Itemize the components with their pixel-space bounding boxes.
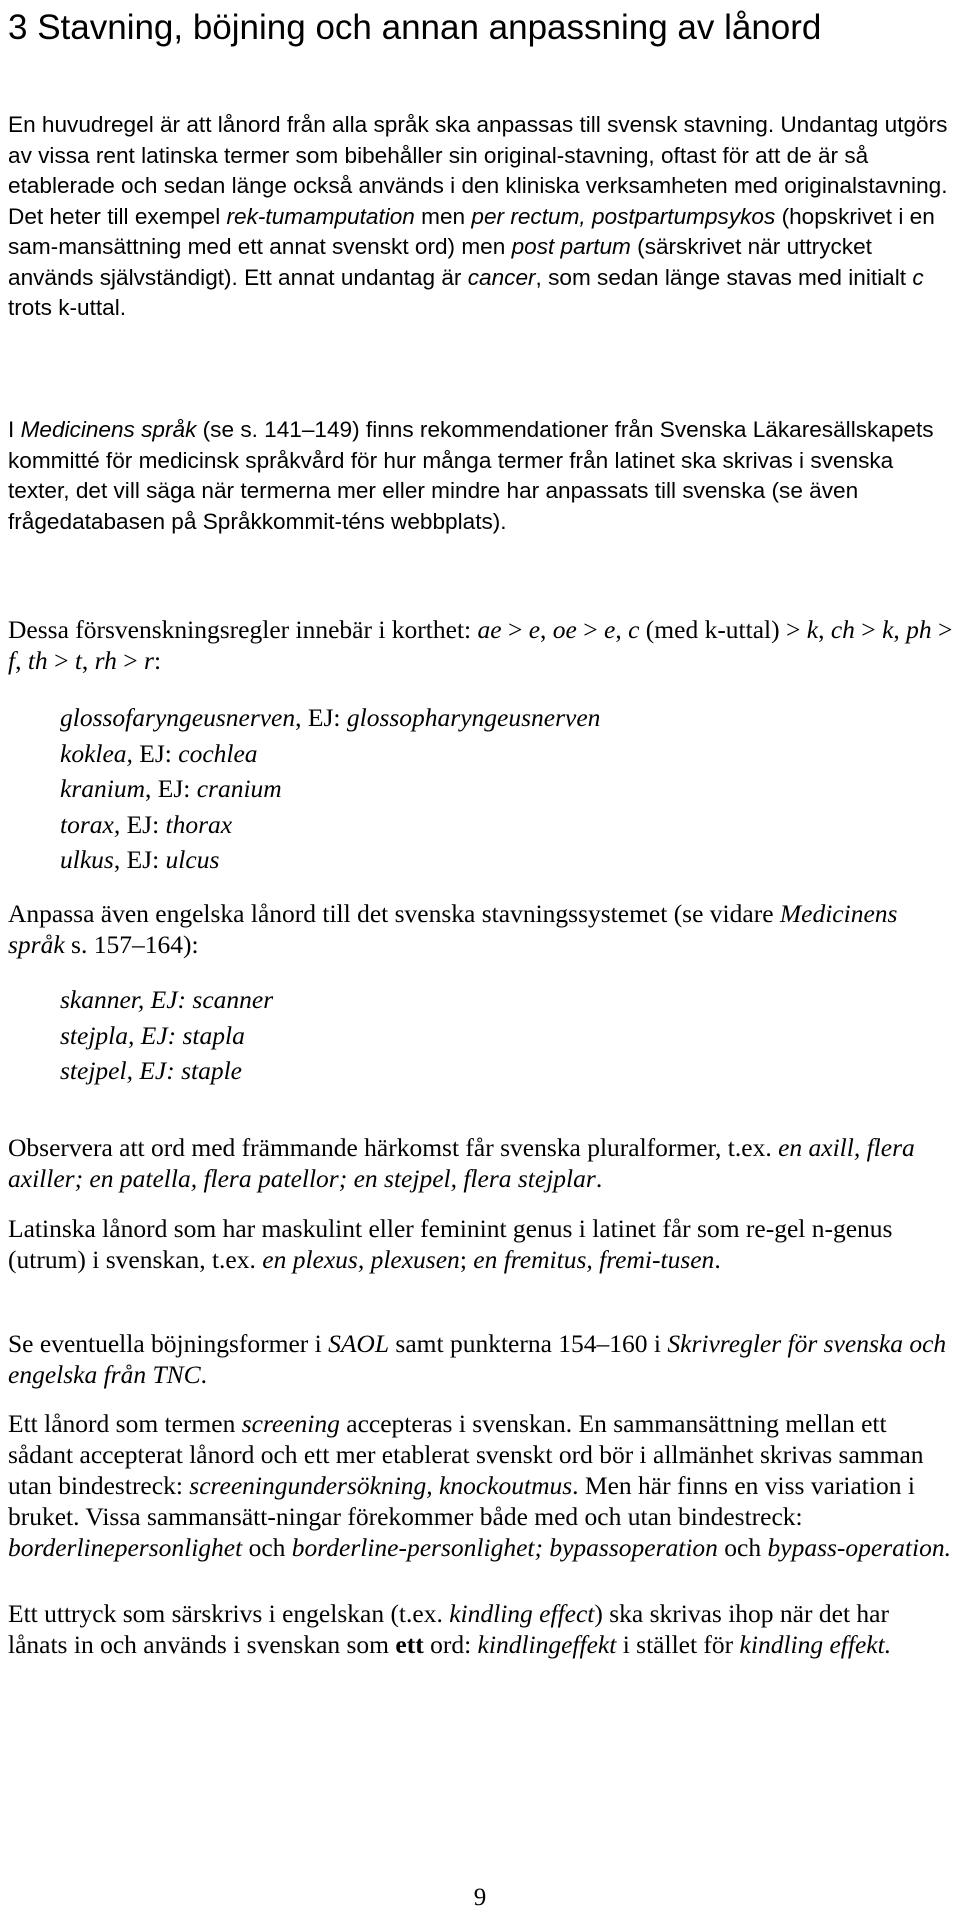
paragraph-english-loans: Anpassa även engelska lånord till det svenska stavningssystemet (se vidare Medicinens språk s. 157–164):: [8, 899, 898, 959]
example-item: torax, EJ: thorax: [60, 809, 233, 839]
paragraph-genus: Latinska lånord som har maskulint eller feminint genus i latinet får som re-gel n-genus (utrum) i svenskan, t.ex. en plexus, plexusen; en fremitus, fremi-tusen.: [8, 1214, 893, 1274]
paragraph-saol: Se eventuella böjningsformer i SAOL samt punkterna 154–160 i Skrivregler för svenska och engelska från TNC.: [8, 1329, 947, 1389]
example-item: glossofaryngeusnerven, EJ: glossopharyngeusnerven: [60, 703, 601, 732]
page-number: 9: [473, 1884, 487, 1911]
paragraph-screening: Ett lånord som termen screening accepteras i svenskan. En sammansättning mellan ett sådant accepterat lånord och ett mer etablerat svenskt ord bör i allmänhet skrivas samman utan bindestreck: screeningundersökning, knockoutmus. Men här finns en viss variation i bruket. Vissa sammansätt-ningar förekommer både med och utan bindestreck: borderlinepersonlighet och borderline-personlighet; bypassoperation och bypass-operation.: [8, 1409, 951, 1562]
example-item: skanner, EJ: scanner: [60, 985, 274, 1014]
example-item: kranium, EJ: cranium: [60, 774, 282, 803]
paragraph-plurals: Observera att ord med främmande härkomst får svenska pluralformer, t.ex. en axill, flera axiller; en patella, flera patellor; en stejpel, flera stejplar.: [8, 1133, 915, 1193]
example-item: koklea, EJ: cochlea: [60, 738, 258, 768]
paragraph-rules: Dessa försvenskningsregler innebär i korthet: ae > e, oe > e, c (med k-uttal) > k, ch > k, ph > f, th > t, rh > r:: [8, 615, 953, 675]
section-heading: 3 Stavning, böjning och annan anpassning av lånord: [8, 8, 822, 47]
example-item: stejpla, EJ: stapla: [60, 1020, 245, 1050]
example-item: ulkus, EJ: ulcus: [60, 845, 220, 874]
paragraph-kindling: Ett uttryck som särskrivs i engelskan (t.ex. kindling effect) ska skrivas ihop när det har lånats in och används i svenskan som ett ord: kindlingeffekt i stället för kindling effekt.: [8, 1599, 892, 1659]
paragraph-medicinens-sprak: I Medicinens språk (se s. 141–149) finns rekommendationer från Svenska Läkaresällskapets kommitté för medicinsk språkvård för hur många termer från latinet ska skrivas i svenska texter, det vill säga när termerna mer eller mindre har anpassats till svenska (se även frågedatabasen på Språkkommit-téns webbplats).: [8, 417, 934, 534]
examples-english-list: [60, 982, 273, 1089]
examples-latin-list: [60, 700, 600, 878]
example-item: stejpel, EJ: staple: [60, 1056, 242, 1085]
paragraph-intro: En huvudregel är att lånord från alla språk ska anpassas till svensk stavning. Undantag utgörs av vissa rent latinska termer som bibehåller sin original-stavning, oftast för att de är så etablerade och sedan länge också används i den kliniska verksamheten med originalstavning. Det heter till exempel rek-tumamputation men per rectum, postpartumpsykos (hopskrivet i en sam-mansättning med ett annat svenskt ord) men post partum (särskrivet när uttrycket används självständigt). Ett annat undantag är cancer, som sedan länge stavas med initialt c trots k-uttal.: [8, 112, 948, 320]
